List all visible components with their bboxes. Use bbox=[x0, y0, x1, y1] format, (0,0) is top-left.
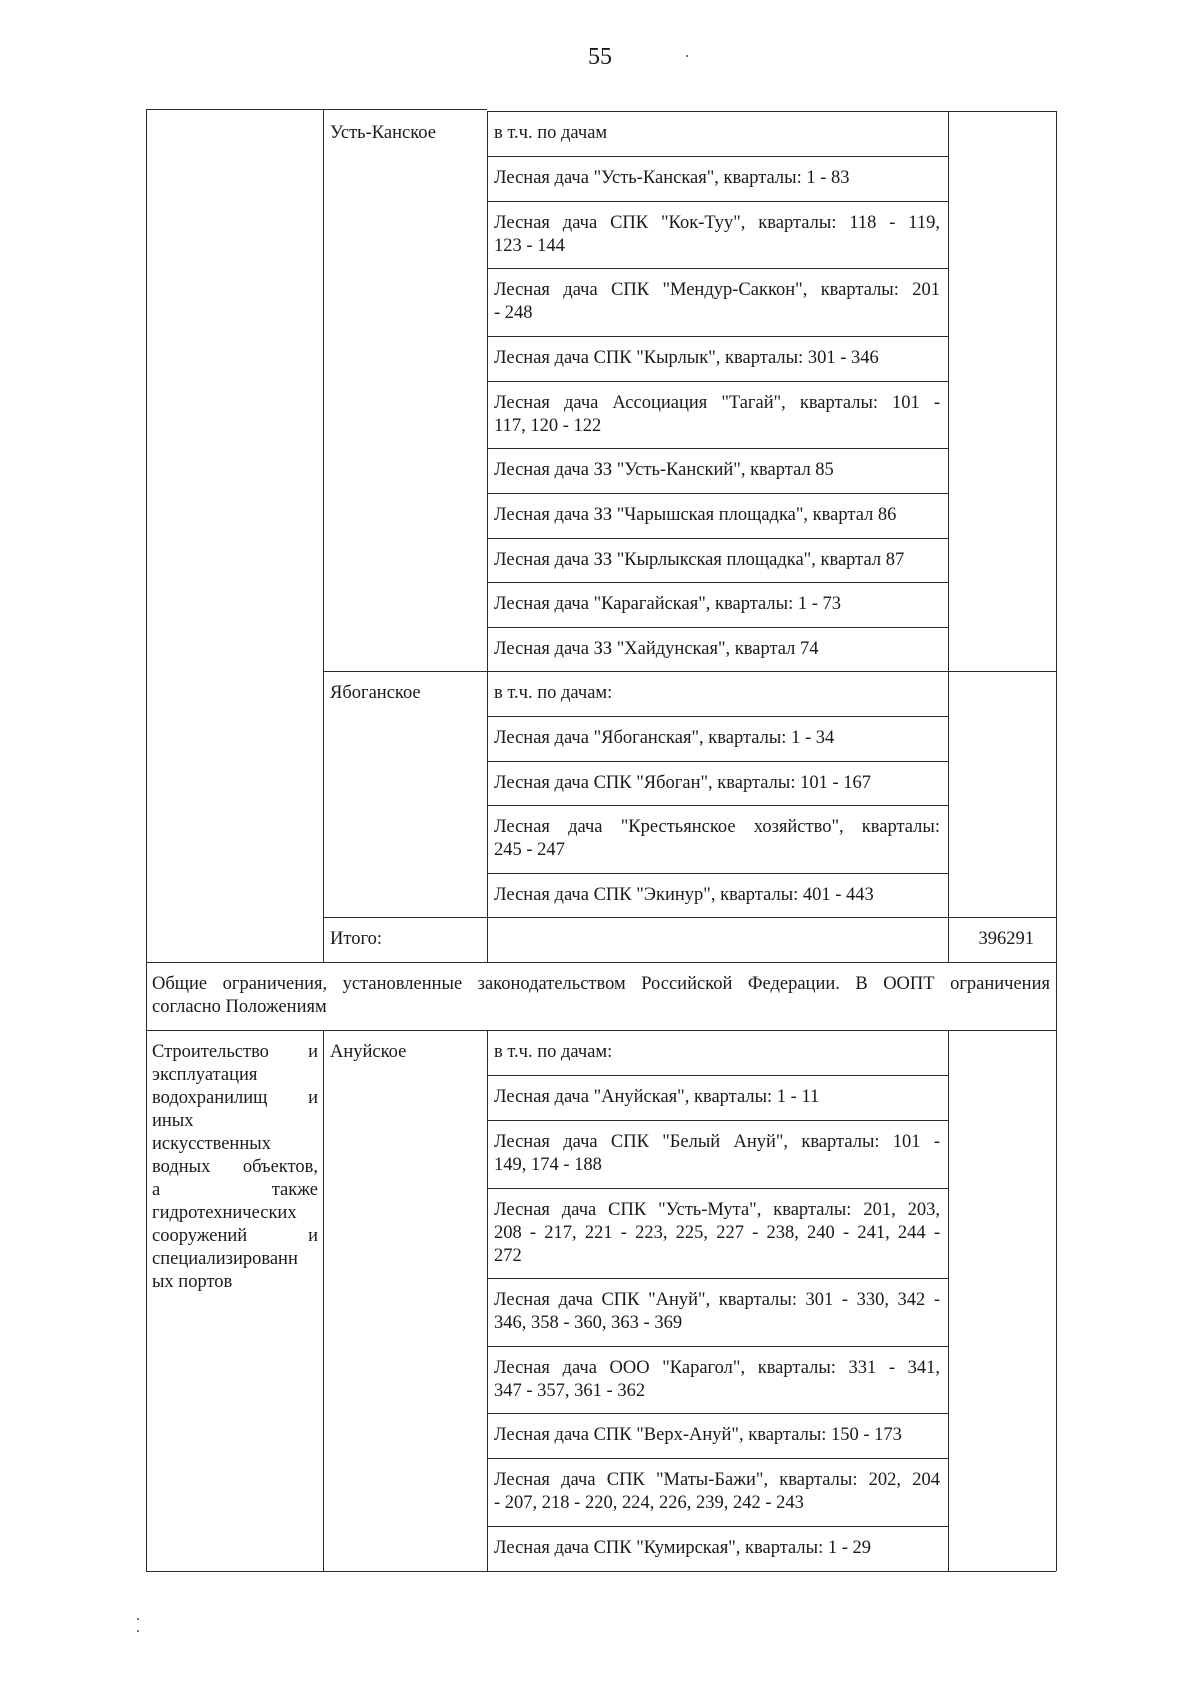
activity-text: и bbox=[308, 1088, 318, 1108]
forest-dacha-entry: Лесная дача СПК "Экинур", кварталы: 401 - 443 bbox=[494, 885, 874, 905]
activity-text: эксплуатация bbox=[152, 1065, 258, 1085]
forest-dacha-entry: Лесная дача "Ануйская", кварталы: 1 - 11 bbox=[494, 1087, 820, 1107]
general-restrictions-text: согласно Положениям bbox=[152, 997, 327, 1017]
forest-dacha-entry: Лесная дача ЗЗ "Чарышская площадка", квартал 86 bbox=[494, 505, 897, 525]
total-value: 396291 bbox=[978, 929, 1034, 949]
forest-dacha-entry: Лесная дача СПК "Белый Ануй", кварталы: 101 - bbox=[494, 1132, 940, 1152]
row-rule bbox=[487, 873, 948, 874]
row-rule bbox=[487, 1346, 948, 1347]
forest-dacha-entry: 346, 358 - 360, 363 - 369 bbox=[494, 1313, 683, 1333]
scan-speck bbox=[137, 1618, 139, 1620]
row-rule bbox=[487, 1120, 948, 1121]
subtotal-label: в т.ч. по дачам bbox=[494, 123, 608, 143]
row-rule bbox=[487, 493, 948, 494]
forest-dacha-entry: Лесная дача "Карагайская", кварталы: 1 - 73 bbox=[494, 594, 842, 614]
row-rule bbox=[487, 381, 948, 382]
row-rule bbox=[487, 1075, 948, 1076]
forest-dacha-entry: 272 bbox=[494, 1246, 522, 1266]
total-bottom-rule bbox=[146, 962, 1056, 963]
row-rule bbox=[487, 1188, 948, 1189]
row-rule bbox=[487, 761, 948, 762]
row-rule bbox=[487, 627, 948, 628]
forest-dacha-entry: Лесная дача ООО "Карагол", кварталы: 331 - 341, bbox=[494, 1358, 940, 1378]
row-rule bbox=[487, 156, 948, 157]
forest-dacha-entry: Лесная дача СПК "Мендур-Саккон", кварталы: 201 bbox=[494, 280, 940, 300]
forest-column-rule bbox=[487, 1030, 488, 1571]
district-name: Ануйское bbox=[330, 1042, 407, 1062]
row-rule bbox=[487, 805, 948, 806]
forest-dacha-entry: Лесная дача СПК "Ануй", кварталы: 301 - 330, 342 - bbox=[494, 1290, 940, 1310]
table-top-border bbox=[487, 111, 1056, 112]
area-column-rule bbox=[948, 111, 949, 962]
area-column-rule bbox=[948, 1030, 949, 1571]
subtotal-label: в т.ч. по дачам: bbox=[494, 683, 613, 703]
district-name: Ябоганское bbox=[330, 683, 421, 703]
forest-dacha-entry: Лесная дача ЗЗ "Хайдунская", квартал 74 bbox=[494, 639, 819, 659]
activity-text: Строительство bbox=[152, 1042, 269, 1062]
forest-dacha-entry: Лесная дача СПК "Ябоган", кварталы: 101 - 167 bbox=[494, 773, 872, 793]
activity-text: сооружений bbox=[152, 1226, 248, 1246]
row-rule bbox=[487, 201, 948, 202]
forest-dacha-entry: Лесная дача "Крестьянское хозяйство", кварталы: bbox=[494, 817, 940, 837]
row-rule bbox=[487, 1278, 948, 1279]
table-top-border bbox=[146, 109, 487, 110]
table-right-border bbox=[1056, 111, 1057, 1571]
subtotal-label: в т.ч. по дачам: bbox=[494, 1042, 613, 1062]
forest-dacha-entry: 245 - 247 bbox=[494, 840, 565, 860]
group-rule bbox=[323, 917, 1056, 918]
row-rule bbox=[487, 538, 948, 539]
activity-text: водохранилищ bbox=[152, 1088, 268, 1108]
forest-dacha-entry: 347 - 357, 361 - 362 bbox=[494, 1381, 646, 1401]
forest-dacha-entry: Лесная дача Ассоциация "Тагай", кварталы: 101 - bbox=[494, 393, 940, 413]
row-rule bbox=[487, 582, 948, 583]
forest-dacha-entry: 117, 120 - 122 bbox=[494, 416, 602, 436]
forest-dacha-entry: Лесная дача ЗЗ "Кырлыкская площадка", квартал 87 bbox=[494, 550, 905, 570]
table-left-border bbox=[146, 109, 147, 1571]
activity-text: специализированн bbox=[152, 1249, 298, 1269]
activity-text: искусственных bbox=[152, 1134, 271, 1154]
row-rule bbox=[487, 336, 948, 337]
forest-dacha-entry: Лесная дача ЗЗ "Усть-Канский", квартал 85 bbox=[494, 460, 834, 480]
forest-dacha-entry: Лесная дача СПК "Верх-Ануй", кварталы: 150 - 173 bbox=[494, 1425, 902, 1445]
district-column-rule bbox=[323, 109, 324, 962]
row-rule bbox=[487, 268, 948, 269]
table-bottom-border bbox=[146, 1571, 1056, 1572]
forest-dacha-entry: - 248 bbox=[494, 303, 533, 323]
district-name: Усть-Канское bbox=[330, 123, 436, 143]
scan-speck bbox=[137, 1630, 139, 1632]
forest-dacha-entry: Лесная дача СПК "Усть-Мута", кварталы: 201, 203, bbox=[494, 1200, 940, 1220]
forest-dacha-entry: - 207, 218 - 220, 224, 226, 239, 242 - 243 bbox=[494, 1493, 804, 1513]
activity-text: и bbox=[308, 1226, 318, 1246]
forest-dacha-entry: Лесная дача СПК "Кырлык", кварталы: 301 - 346 bbox=[494, 348, 879, 368]
total-label: Итого: bbox=[330, 929, 382, 949]
activity-text: а bbox=[152, 1180, 161, 1200]
forest-dacha-entry: Лесная дача СПК "Кок-Туу", кварталы: 118 - 119, bbox=[494, 213, 940, 233]
row-rule bbox=[487, 716, 948, 717]
group-rule bbox=[323, 671, 1056, 672]
activity-text: и bbox=[308, 1042, 318, 1062]
activity-text: гидротехнических bbox=[152, 1203, 297, 1223]
activity-text: объектов, bbox=[242, 1157, 318, 1177]
activity-text: водных bbox=[152, 1157, 211, 1177]
forest-dacha-entry: Лесная дача СПК "Кумирская", кварталы: 1 - 29 bbox=[494, 1538, 872, 1558]
row-rule bbox=[487, 1458, 948, 1459]
forest-dacha-entry: Лесная дача "Усть-Канская", кварталы: 1 - 83 bbox=[494, 168, 850, 188]
forest-column-rule bbox=[487, 111, 488, 962]
forest-dacha-entry: 123 - 144 bbox=[494, 236, 565, 256]
forest-dacha-entry: Лесная дача СПК "Маты-Бажи", кварталы: 202, 204 bbox=[494, 1470, 940, 1490]
page-number: 55 bbox=[588, 44, 612, 70]
forest-dacha-entry: 208 - 217, 221 - 223, 225, 227 - 238, 240 - 241, 244 - bbox=[494, 1223, 940, 1243]
activity-text: иных bbox=[152, 1111, 194, 1131]
row-rule bbox=[487, 1413, 948, 1414]
row-rule bbox=[487, 448, 948, 449]
district-column-rule bbox=[323, 1030, 324, 1571]
activity-text: ых портов bbox=[152, 1272, 233, 1292]
forest-dacha-entry: Лесная дача "Ябоганская", кварталы: 1 - 34 bbox=[494, 728, 835, 748]
row-rule bbox=[487, 1526, 948, 1527]
activity-text: также bbox=[271, 1180, 318, 1200]
scan-speck bbox=[686, 55, 688, 57]
general-restrictions-text: Общие ограничения, установленные законодательством Российской Федерации. В ООПТ ограничения bbox=[152, 974, 1050, 994]
forest-dacha-entry: 149, 174 - 188 bbox=[494, 1155, 602, 1175]
general-bottom-rule bbox=[146, 1030, 1056, 1031]
